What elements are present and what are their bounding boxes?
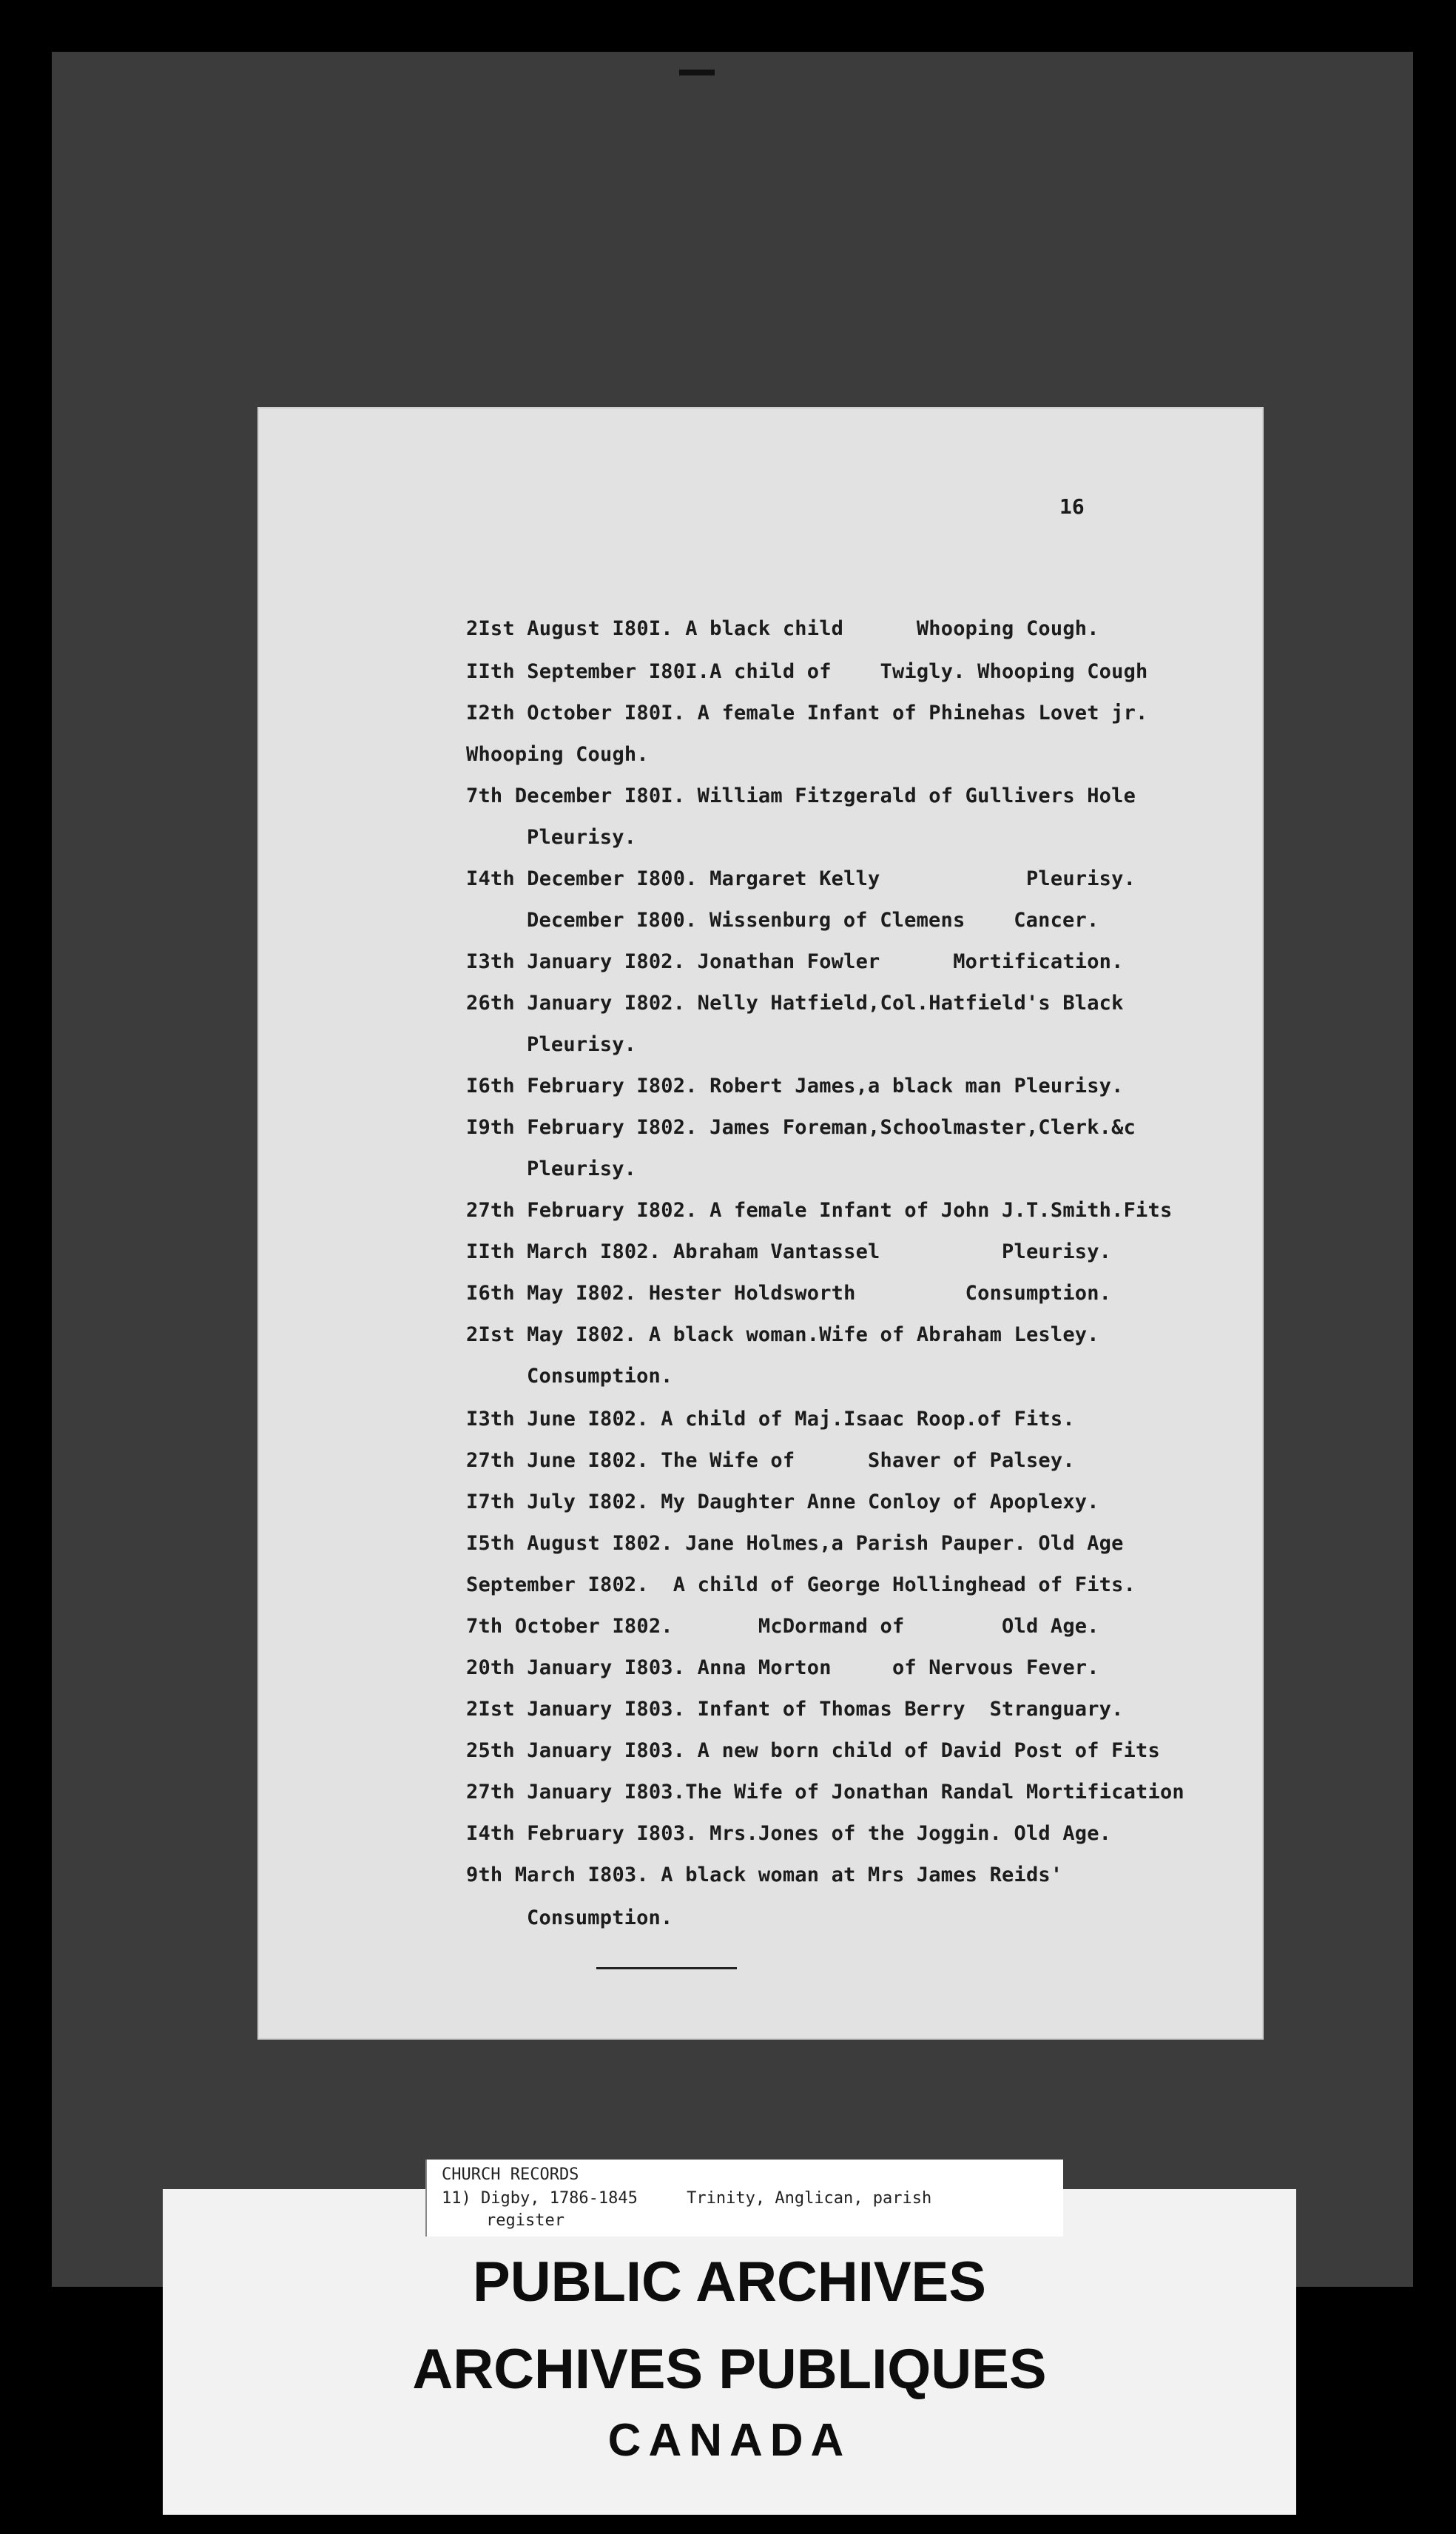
archives-title-fr: ARCHIVES PUBLIQUES [412,2338,1047,2401]
entry-line: September I802. A child of George Hollinghead of Fits. [466,1573,1136,1596]
catalog-heading: CHURCH RECORDS [442,2165,579,2184]
entry-line: I6th May I802. Hester Holdsworth Consumption. [466,1282,1112,1305]
entry-line: I6th February I802. Robert James,a black man Pleurisy. [466,1075,1124,1098]
archives-title-en: PUBLIC ARCHIVES [473,2251,986,2313]
entry-line: 9th March I803. A black woman at Mrs James Reids' [466,1863,1063,1886]
entry-line: 27th January I803.The Wife of Jonathan Randal Mortification [466,1781,1184,1804]
entry-line: 7th December I80I. William Fitzgerald of Gullivers Hole [466,784,1136,807]
entry-line: I4th December I800. Margaret Kelly Pleurisy. [466,867,1136,890]
entry-line: 2Ist May I802. A black woman.Wife of Abraham Lesley. [466,1323,1099,1346]
entry-line: 25th January I803. A new born child of David Post of Fits [466,1739,1160,1762]
entry-line: I7th July I802. My Daughter Anne Conloy of Apoplexy. [466,1491,1099,1513]
entry-line: 20th January I803. Anna Morton of Nervous Fever. [466,1656,1099,1679]
entry-line: I3th June I802. A child of Maj.Isaac Roop.of Fits. [466,1408,1075,1431]
entry-line: Pleurisy. [527,1033,637,1056]
entry-line: December I800. Wissenburg of Clemens Cancer. [527,909,1099,932]
catalog-card [425,2160,1063,2236]
entry-line: Consumption. [527,1906,673,1929]
catalog-entry: 11) Digby, 1786-1845 Trinity, Anglican, parish [442,2189,932,2208]
entry-line: Pleurisy. [527,826,637,849]
entry-line: IIth September I80I.A child of Twigly. Whooping Cough [466,660,1148,683]
entry-line: Pleurisy. [527,1157,637,1180]
film-mark [679,70,715,75]
entry-line: I3th January I802. Jonathan Fowler Mortification. [466,950,1124,973]
entry-line: 2Ist January I803. Infant of Thomas Berry Stranguary. [466,1698,1124,1721]
entry-line: Whooping Cough. [466,743,649,766]
entry-line: I5th August I802. Jane Holmes,a Parish Pauper. Old Age [466,1532,1124,1555]
closing-rule [596,1967,737,1969]
entry-line: 27th February I802. A female Infant of John J.T.Smith.Fits [466,1199,1173,1222]
entry-line: 2Ist August I80I. A black child Whooping Cough. [466,617,1099,640]
entry-line: 7th October I802. McDormand of Old Age. [466,1615,1099,1638]
entry-line: 26th January I802. Nelly Hatfield,Col.Hatfield's Black [466,992,1124,1015]
entry-line: Consumption. [527,1365,673,1388]
page-number: 16 [1059,494,1085,519]
archives-country: CANADA [607,2415,852,2466]
entry-line: I9th February I802. James Foreman,Schoolmaster,Clerk.&c [466,1116,1136,1139]
entry-line: I4th February I803. Mrs.Jones of the Joggin. Old Age. [466,1822,1112,1845]
entry-line: 27th June I802. The Wife of Shaver of Palsey. [466,1449,1075,1472]
catalog-entry-cont: register [486,2211,564,2230]
entry-line: IIth March I802. Abraham Vantassel Pleurisy. [466,1240,1112,1263]
entry-line: I2th October I80I. A female Infant of Phinehas Lovet jr. [466,702,1148,725]
